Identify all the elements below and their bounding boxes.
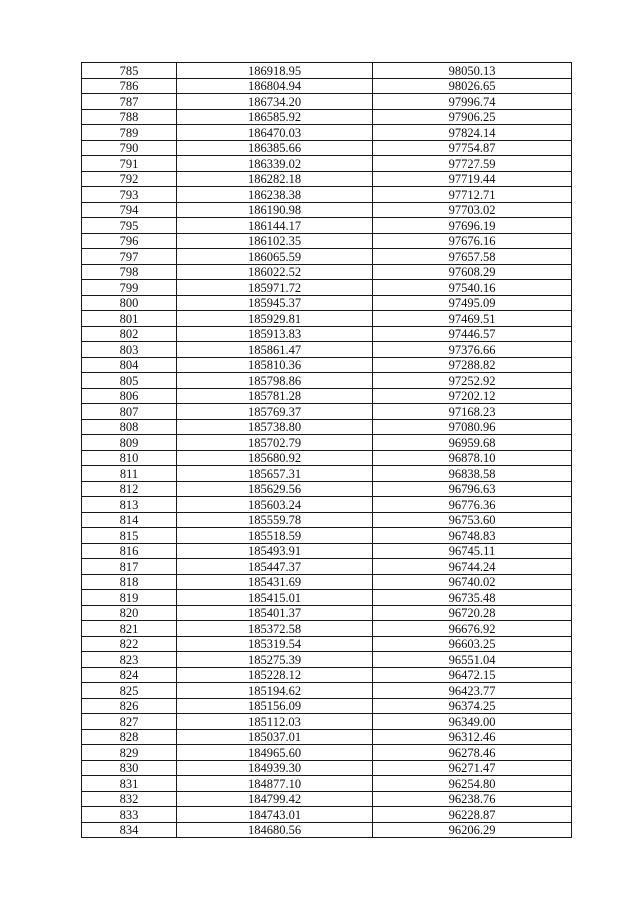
- point-number-cell: 828: [82, 729, 177, 745]
- x-coordinate-cell: 184743.01: [177, 807, 373, 823]
- x-coordinate-cell: 186734.20: [177, 94, 373, 110]
- y-coordinate-cell: 97168.23: [373, 404, 572, 420]
- point-number-cell: 825: [82, 683, 177, 699]
- table-row: [82, 233, 572, 249]
- y-coordinate-cell: 97288.82: [373, 357, 572, 373]
- table-row: [82, 156, 572, 172]
- point-number-cell: 789: [82, 125, 177, 141]
- y-coordinate-cell: 96312.46: [373, 729, 572, 745]
- x-coordinate-cell: 185037.01: [177, 729, 373, 745]
- table-row: [82, 559, 572, 575]
- x-coordinate-cell: 185657.31: [177, 466, 373, 482]
- point-number-cell: 820: [82, 605, 177, 621]
- point-number-cell: 811: [82, 466, 177, 482]
- table-row: [82, 202, 572, 218]
- table-row: [82, 140, 572, 156]
- table-row: [82, 791, 572, 807]
- coordinate-table-body: [82, 63, 572, 838]
- table-row: [82, 264, 572, 280]
- table-row: [82, 621, 572, 637]
- point-number-cell: 808: [82, 419, 177, 435]
- x-coordinate-cell: 185680.92: [177, 450, 373, 466]
- table-row: [82, 171, 572, 187]
- x-coordinate-cell: 185603.24: [177, 497, 373, 513]
- x-coordinate-cell: 184939.30: [177, 760, 373, 776]
- table-row: [82, 807, 572, 823]
- table-row: [82, 574, 572, 590]
- table-row: [82, 94, 572, 110]
- y-coordinate-cell: 97719.44: [373, 171, 572, 187]
- table-row: [82, 528, 572, 544]
- point-number-cell: 803: [82, 342, 177, 358]
- point-number-cell: 788: [82, 109, 177, 125]
- y-coordinate-cell: 96744.24: [373, 559, 572, 575]
- table-row: [82, 78, 572, 94]
- point-number-cell: 827: [82, 714, 177, 730]
- point-number-cell: 821: [82, 621, 177, 637]
- point-number-cell: 815: [82, 528, 177, 544]
- point-number-cell: 823: [82, 652, 177, 668]
- y-coordinate-cell: 96472.15: [373, 667, 572, 683]
- x-coordinate-cell: 185913.83: [177, 326, 373, 342]
- point-number-cell: 799: [82, 280, 177, 296]
- table-row: [82, 714, 572, 730]
- y-coordinate-cell: 96748.83: [373, 528, 572, 544]
- x-coordinate-cell: 184877.10: [177, 776, 373, 792]
- y-coordinate-cell: 97696.19: [373, 218, 572, 234]
- x-coordinate-cell: 185275.39: [177, 652, 373, 668]
- y-coordinate-cell: 97469.51: [373, 311, 572, 327]
- point-number-cell: 818: [82, 574, 177, 590]
- table-row: [82, 636, 572, 652]
- y-coordinate-cell: 97252.92: [373, 373, 572, 389]
- x-coordinate-cell: 185929.81: [177, 311, 373, 327]
- y-coordinate-cell: 96959.68: [373, 435, 572, 451]
- table-row: [82, 342, 572, 358]
- x-coordinate-cell: 185319.54: [177, 636, 373, 652]
- y-coordinate-cell: 96735.48: [373, 590, 572, 606]
- point-number-cell: 785: [82, 63, 177, 79]
- y-coordinate-cell: 96228.87: [373, 807, 572, 823]
- x-coordinate-cell: 185629.56: [177, 481, 373, 497]
- x-coordinate-cell: 185493.91: [177, 543, 373, 559]
- table-row: [82, 683, 572, 699]
- x-coordinate-cell: 186918.95: [177, 63, 373, 79]
- table-row: [82, 466, 572, 482]
- y-coordinate-cell: 97703.02: [373, 202, 572, 218]
- x-coordinate-cell: 185971.72: [177, 280, 373, 296]
- y-coordinate-cell: 96776.36: [373, 497, 572, 513]
- y-coordinate-cell: 96349.00: [373, 714, 572, 730]
- x-coordinate-cell: 185810.36: [177, 357, 373, 373]
- table-row: [82, 295, 572, 311]
- table-row: [82, 125, 572, 141]
- x-coordinate-cell: 184965.60: [177, 745, 373, 761]
- point-number-cell: 832: [82, 791, 177, 807]
- x-coordinate-cell: 185156.09: [177, 698, 373, 714]
- point-number-cell: 787: [82, 94, 177, 110]
- table-row: [82, 497, 572, 513]
- x-coordinate-cell: 186470.03: [177, 125, 373, 141]
- y-coordinate-cell: 97906.25: [373, 109, 572, 125]
- table-row: [82, 63, 572, 79]
- table-row: [82, 652, 572, 668]
- point-number-cell: 804: [82, 357, 177, 373]
- y-coordinate-cell: 97495.09: [373, 295, 572, 311]
- point-number-cell: 802: [82, 326, 177, 342]
- table-row: [82, 357, 572, 373]
- y-coordinate-cell: 98026.65: [373, 78, 572, 94]
- point-number-cell: 796: [82, 233, 177, 249]
- y-coordinate-cell: 97446.57: [373, 326, 572, 342]
- point-number-cell: 792: [82, 171, 177, 187]
- point-number-cell: 790: [82, 140, 177, 156]
- y-coordinate-cell: 96878.10: [373, 450, 572, 466]
- y-coordinate-cell: 96753.60: [373, 512, 572, 528]
- y-coordinate-cell: 97824.14: [373, 125, 572, 141]
- x-coordinate-cell: 185431.69: [177, 574, 373, 590]
- x-coordinate-cell: 185415.01: [177, 590, 373, 606]
- table-row: [82, 822, 572, 838]
- y-coordinate-cell: 97540.16: [373, 280, 572, 296]
- point-number-cell: 822: [82, 636, 177, 652]
- y-coordinate-cell: 96278.46: [373, 745, 572, 761]
- point-number-cell: 806: [82, 388, 177, 404]
- x-coordinate-cell: 185447.37: [177, 559, 373, 575]
- point-number-cell: 826: [82, 698, 177, 714]
- y-coordinate-cell: 98050.13: [373, 63, 572, 79]
- point-number-cell: 786: [82, 78, 177, 94]
- x-coordinate-cell: 185861.47: [177, 342, 373, 358]
- table-row: [82, 512, 572, 528]
- point-number-cell: 817: [82, 559, 177, 575]
- point-number-cell: 813: [82, 497, 177, 513]
- x-coordinate-cell: 185559.78: [177, 512, 373, 528]
- table-row: [82, 776, 572, 792]
- y-coordinate-cell: 96720.28: [373, 605, 572, 621]
- x-coordinate-cell: 186190.98: [177, 202, 373, 218]
- x-coordinate-cell: 185702.79: [177, 435, 373, 451]
- y-coordinate-cell: 97996.74: [373, 94, 572, 110]
- x-coordinate-cell: 184799.42: [177, 791, 373, 807]
- x-coordinate-cell: 185228.12: [177, 667, 373, 683]
- point-number-cell: 819: [82, 590, 177, 606]
- x-coordinate-cell: 186065.59: [177, 249, 373, 265]
- x-coordinate-cell: 185401.37: [177, 605, 373, 621]
- y-coordinate-cell: 97080.96: [373, 419, 572, 435]
- table-row: [82, 249, 572, 265]
- point-number-cell: 829: [82, 745, 177, 761]
- y-coordinate-cell: 96603.25: [373, 636, 572, 652]
- x-coordinate-cell: 186804.94: [177, 78, 373, 94]
- point-number-cell: 814: [82, 512, 177, 528]
- x-coordinate-cell: 185945.37: [177, 295, 373, 311]
- coordinate-table: [81, 62, 572, 838]
- y-coordinate-cell: 97712.71: [373, 187, 572, 203]
- y-coordinate-cell: 96745.11: [373, 543, 572, 559]
- y-coordinate-cell: 97657.58: [373, 249, 572, 265]
- y-coordinate-cell: 97754.87: [373, 140, 572, 156]
- y-coordinate-cell: 96254.80: [373, 776, 572, 792]
- point-number-cell: 809: [82, 435, 177, 451]
- table-row: [82, 326, 572, 342]
- point-number-cell: 833: [82, 807, 177, 823]
- table-row: [82, 698, 572, 714]
- table-row: [82, 373, 572, 389]
- x-coordinate-cell: 186339.02: [177, 156, 373, 172]
- x-coordinate-cell: 185112.03: [177, 714, 373, 730]
- y-coordinate-cell: 97202.12: [373, 388, 572, 404]
- x-coordinate-cell: 184680.56: [177, 822, 373, 838]
- point-number-cell: 810: [82, 450, 177, 466]
- point-number-cell: 800: [82, 295, 177, 311]
- point-number-cell: 831: [82, 776, 177, 792]
- table-row: [82, 419, 572, 435]
- y-coordinate-cell: 96796.63: [373, 481, 572, 497]
- x-coordinate-cell: 186144.17: [177, 218, 373, 234]
- point-number-cell: 794: [82, 202, 177, 218]
- point-number-cell: 801: [82, 311, 177, 327]
- y-coordinate-cell: 97727.59: [373, 156, 572, 172]
- x-coordinate-cell: 185518.59: [177, 528, 373, 544]
- x-coordinate-cell: 185738.80: [177, 419, 373, 435]
- x-coordinate-cell: 185194.62: [177, 683, 373, 699]
- y-coordinate-cell: 96676.92: [373, 621, 572, 637]
- table-row: [82, 605, 572, 621]
- x-coordinate-cell: 186282.18: [177, 171, 373, 187]
- table-row: [82, 280, 572, 296]
- table-row: [82, 450, 572, 466]
- y-coordinate-cell: 96551.04: [373, 652, 572, 668]
- point-number-cell: 791: [82, 156, 177, 172]
- point-number-cell: 805: [82, 373, 177, 389]
- point-number-cell: 797: [82, 249, 177, 265]
- table-row: [82, 218, 572, 234]
- point-number-cell: 807: [82, 404, 177, 420]
- y-coordinate-cell: 96238.76: [373, 791, 572, 807]
- table-row: [82, 481, 572, 497]
- y-coordinate-cell: 96271.47: [373, 760, 572, 776]
- point-number-cell: 798: [82, 264, 177, 280]
- table-row: [82, 760, 572, 776]
- point-number-cell: 824: [82, 667, 177, 683]
- x-coordinate-cell: 185781.28: [177, 388, 373, 404]
- x-coordinate-cell: 185798.86: [177, 373, 373, 389]
- point-number-cell: 830: [82, 760, 177, 776]
- table-row: [82, 109, 572, 125]
- table-row: [82, 187, 572, 203]
- table-row: [82, 590, 572, 606]
- y-coordinate-cell: 96740.02: [373, 574, 572, 590]
- y-coordinate-cell: 96206.29: [373, 822, 572, 838]
- table-row: [82, 729, 572, 745]
- point-number-cell: 812: [82, 481, 177, 497]
- x-coordinate-cell: 185372.58: [177, 621, 373, 637]
- x-coordinate-cell: 186022.52: [177, 264, 373, 280]
- point-number-cell: 834: [82, 822, 177, 838]
- point-number-cell: 795: [82, 218, 177, 234]
- x-coordinate-cell: 186102.35: [177, 233, 373, 249]
- point-number-cell: 816: [82, 543, 177, 559]
- table-row: [82, 311, 572, 327]
- x-coordinate-cell: 185769.37: [177, 404, 373, 420]
- y-coordinate-cell: 96374.25: [373, 698, 572, 714]
- y-coordinate-cell: 97376.66: [373, 342, 572, 358]
- y-coordinate-cell: 96838.58: [373, 466, 572, 482]
- table-row: [82, 404, 572, 420]
- x-coordinate-cell: 186585.92: [177, 109, 373, 125]
- table-row: [82, 388, 572, 404]
- y-coordinate-cell: 97608.29: [373, 264, 572, 280]
- table-row: [82, 745, 572, 761]
- x-coordinate-cell: 186238.38: [177, 187, 373, 203]
- y-coordinate-cell: 97676.16: [373, 233, 572, 249]
- table-row: [82, 435, 572, 451]
- y-coordinate-cell: 96423.77: [373, 683, 572, 699]
- x-coordinate-cell: 186385.66: [177, 140, 373, 156]
- table-row: [82, 667, 572, 683]
- table-row: [82, 543, 572, 559]
- point-number-cell: 793: [82, 187, 177, 203]
